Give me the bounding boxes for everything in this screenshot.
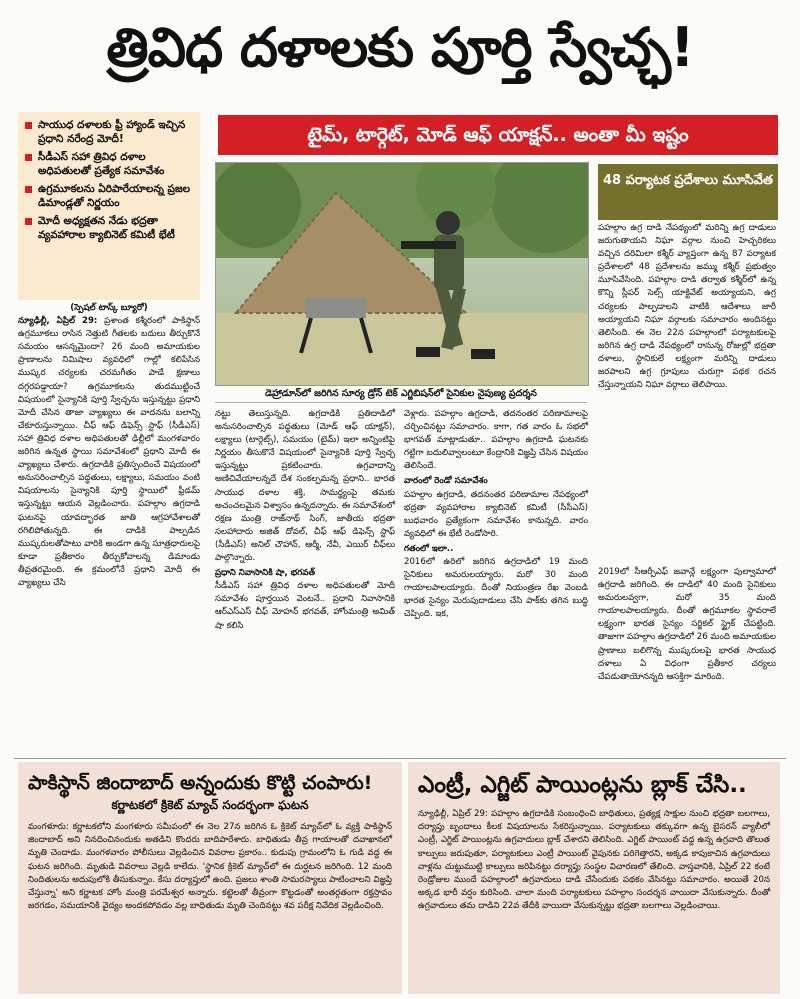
bureau-line: (స్పెషల్ టాస్క్ బ్యూరో) [70,303,148,313]
dateline: న్యూఢిల్లీ, ఏప్రిల్ 29: [18,316,98,327]
story-headline: పాకిస్థాన్ జిందాబాద్ అన్నందుకు కొట్టి చంపారు! [28,772,373,794]
red-square-bullet-icon [25,122,32,129]
subheading: ప్రధాని నివాసానికి షా, భగవత్ [215,568,316,579]
story-subheadline: కర్ణాటకలో క్రికెట్ మ్యాచ్ సందర్భంగా ఘటన [111,798,309,812]
article-text: సీడీఎస్ సహా త్రివిధ దళాల అధిపతులతో మోదీ సమావేశం పూర్తయిన వెంటనే.. ప్రధాని నివాసానికి ఆర్ఎస్ఎస్ చీఫ్ మోహన్ భగవత్, హోంమంత్రి అమిత్ షా కలిసి [215,581,395,631]
article-text: వెళ్లారు. పహల్గాం ఉగ్రదాడి, తదనంతర పరిణామాలపై చర్చించినట్టు సమాచారం. కాగా, గత వారం ఓ సభలో భాగవత్ మాట్లాడుతూ.. పహల్గాం ఉగ్రదాడి ఘటనకు గట్టిగా బదులివ్వాలంటూ కేంద్రానికి విజ్ఞప్తి చేసిన విషయం తెలిసిందే. [404,409,588,472]
subheading: గతంలో ఇలా.. [404,543,454,554]
red-square-bullet-icon [25,218,32,225]
section-divider [14,758,786,759]
article-column-2 [215,408,395,754]
article-text: పహల్గాం ఉగ్రదాడి, తదనంతర పరిణామాల నేపథ్యంలో భద్రతా వ్యవహారాల క్యాబినెట్ కమిటీ (సీసీఎస్) బుధవారం ప్రత్యేకంగా సమావేశం కానున్నది. వారం వ్యవధిలో ఈ భేటీ రెండోసారి. [404,489,588,539]
highlight-text: సీడీఎస్ సహా త్రివిధ దళాల అధిపతులతో ప్రత్యేక సమావేశం [38,151,165,177]
sidebar-heading-box: 48 పర్యాటక ప్రదేశాలు మూసివేత [598,164,778,220]
highlight-text: మోదీ అధ్యక్షతన నేడు భద్రతా వ్యవహారాల క్యాబినెట్ కమిటీ భేటీ [38,215,175,241]
bottom-left-story [18,762,402,994]
sidebar-article: పహల్గాం ఉగ్ర దాడి నేపథ్యంలో మరిన్ని ఉగ్ర దాడులు జరుగుతాయని నిఘా వర్గాల నుంచి హెచ్చరికలు వచ్చిన దరిమిలా కశ్మీర్ వ్యాప్తంగా ఉన్న 87 పర్యాటక ప్రదేశాలలో 48 ప్రదేశాలను జమ్ము కశ్మీర్ ప్రభుత్వం మూసివేసింది. పహల్గాం దాడి తర్వాత కశ్మీర్‌లో ఉన్న కొన్ని స్లీపర్ సెల్స్ యాక్టివేట్ అయ్యాయని, ఉగ్ర చర్యలకు పాల్పడాలని వాటికి ఆదేశాలు జారీ అయ్యాయని నిఘా వర్గాలకు సమాచారం అందినట్టు తెలిసింది. ఈ నెల 22న పహల్గాంలో పర్యాటకులపై జరిగిన ఉగ్ర దాడి నేపథ్యంలో రానున్న రోజుల్లో భద్రతా దళాలు, స్థానికులే లక్ష్యంగా మరిన్ని దాడులు జరపాలని ఉగ్ర గ్రూపులు చురుగ్గా పథక రచన చేస్తున్నాయని నిఘా వర్గాలు తెలిపాయి. [598,223,776,391]
subheading: వారంలో రెండో సమావేశం [404,476,488,487]
article-text: నట్టు తెలుస్తున్నది. ఉగ్రదాడికి ప్రతిదాడిలో అనుసరించాల్సిన పద్ధతులు (మోడ్ ఆఫ్ యాక్షన్), లక్ష్యాలు (టార్గెట్స్), సమయం (టైమ్) ఇలా అన్నింటిపై నిర్ణయం తీసుకొనే విషయంలో సైన్యానికి పూర్తి స్వేచ్ఛ ఇస్తున్నట్టు ప్రకటించారు. ఉగ్రవాదాన్ని అణిచివేయాలన్నదే దేశ సంకల్పమన్న ప్రధాని.. భారత సాయుధ దళాల శక్తి, సామర్థ్యంపై తమకు అచంచలమైన విశ్వాసం ఉన్నదన్నారు. ఈ సమావేశంలో రక్షణ మంత్రి రాజ్‌నాథ్ సింగ్, జాతీయ భద్రతా సలహాదారు అజిత్ దోవల్, చీఫ్ ఆఫ్ డిఫెన్స్ స్టాఫ్ (సీడీఎస్) అనిల్ చౌహాన్, ఆర్మీ, నేవీ, ఎయిర్ చీఫ్‌లు పాల్గొన్నారు. [215,409,395,564]
highlight-item [25,182,193,210]
article-column-5: 2019లో సీఆర్పీఎఫ్ జవాన్లే లక్ష్యంగా పుల్వామాలో ఉగ్రదాడి జరిగింది. ఈ దాడిలో 40 మంది సైనికులు అమరులవ్వగా, మరో 35 మంది గాయాలపాలయ్యారు. దీంతో ఉగ్రమూకల స్థావరాలే లక్ష్యంగా భారత సైన్యం సర్జికల్ స్ట్రైక్ చేపట్టింది. తాజాగా పహల్గాం ఉగ్రదాడిలో 26 మంది అమాయకుల ప్రాణాలు బలిగొన్న ముష్కరులపై భారత సాయుధ దళాలు ఏ విధంగా ప్రతీకార చర్యలు చేపడుతాయోనన్నది ఆసక్తిగా మారింది. [598,567,776,682]
red-square-bullet-icon [25,154,32,161]
story-text: మంగళూరు: కర్ణాటకలోని మంగళూరు సమీపంలో ఈ నెల 27న జరిగిన ఓ క్రికెట్ మ్యాచ్‌లో ఓ వ్యక్తి పాకిస్థాన్ జిందాబాద్ అని నినదించినందుకు అతడిని కొందరు బాదిపారేశారు. బాధితుడు తీవ్ర గాయాలతో దవాఖానలో మృతి చెందాడు. మంగళవారం పోలీసులు వెల్లడించిన వివరాల ప్రకారం.. కుడుపు గ్రామంలోని ఓ గుడి వద్ద ఈ ఘటన జరిగింది. మృతుడి వివరాలు వెల్లడి కాలేదు. 'స్థానిక క్రికెట్ మ్యాచ్‌లో ఈ దుర్ఘటన జరిగింది. 12 మంది నిందితులను అదుపులోకి తీసుకున్నాం. కేసు దర్యాప్తులో ఉంది. ప్రజలు శాంతి సామరస్యాలు పాటించాలని విజ్ఞప్తి చేస్తున్నా' అని కర్ణాటక హోం మంత్రి పరమేశ్వర అన్నారు. కట్టెలతో తీవ్రంగా కొట్టడంతో అంతర్గతంగా రక్తస్రావం జరగడం, సమయానికి వైద్యం అందకపోవడం వల్ల బాధితుడు మృతి చెందినట్టు శవ పరీక్ష నివేదిక వెల్లడించింది. [28,822,392,912]
page-headline: త్రివిధ దళాలకు పూర్తి స్వేచ్ఛ! [106,16,694,79]
highlight-text: ఉగ్రమూకలను ఏరిపారేయాలన్న ప్రజల డిమాండ్లతో నిర్ణయం [38,183,191,209]
red-square-bullet-icon [25,186,32,193]
highlight-text: సాయుధ దళాలకు ఫ్రీ హ్యాండ్ ఇచ్చిన ప్రధాని నరేంద్ర మోదీ! [38,119,186,145]
photo-caption: డెహ్రాడూన్‌లో జరిగిన సూర్య డ్రోన్ టెక్ ఎగ్జిబిషన్‌లో సైనికుల నైపుణ్య ప్రదర్శన [215,386,587,403]
highlight-item [25,118,193,146]
soldier-photo-illustration [216,163,588,385]
story-headline: ఎంట్రీ, ఎగ్జిట్ పాయింట్లను బ్లాక్ చేసి.. [418,772,747,798]
highlight-item [25,214,193,242]
highlight-item [25,150,193,178]
news-photo [215,162,589,386]
bottom-right-story [408,762,780,994]
article-column-3 [404,408,588,754]
subheadline-bar: టైమ్, టార్గెట్, మోడ్ ఆఫ్ యాక్షన్.. అంతా మీ ఇష్టం [218,115,778,155]
article-column-1 [18,302,200,752]
highlights-box [18,112,200,300]
article-text: 2016లో ఉరిలో జరిగిన ఉగ్రదాడిలో 19 మంది సైనికులు అమరులయ్యారు. మరో 30 మంది గాయాలపాలయ్యారు. దీంతో నియంత్రణ రేఖ వెంబడి భారత సైన్యం మెరుపుదాడులు చేసి పాక్‌కు తగిన బుద్ధి చెప్పింది. ఇక, [404,557,588,620]
story-text: న్యూఢిల్లీ, ఏప్రిల్ 29: పహల్గాం ఉగ్రదాడికి సంబంధించి బాధితులు, ప్రత్యక్ష సాక్షుల నుంచి భద్రతా బలగాలు, దర్యాప్తు బృందాలు కీలక విషయాలను సేకరిస్తున్నాయి. పర్యాటకులు తక్కువగా ఉన్న బైసరన్ వ్యాలీలో ఎంట్రీ, ఎగ్జిట్ పాయింట్లను ఉగ్రవాదులు బ్లాక్ చేశారని తెలిసింది. ఎగ్జిట్ పాయింట్ వద్ద ఉన్న ఉగ్రవాది తొలుత కాల్పులు జరుపుతూ, పర్యాటకులు ఎంట్రీ పాయింట్ వైపునకు పరిగెత్తారని, అక్కడ కాపుకాచిన ఉగ్రవాదులు వాళ్లను చుట్టుముట్టి కాల్పులు జరిపినట్టు దర్యాప్తు సంస్థల విచారణలో తేలింది. వాస్తవానికి, ఏప్రిల్ 22 కంటే రెండ్రోజుల ముందే పహల్గాంలో ఉగ్రవాదులు దాడి చేసేందుకు పథకం వేసినట్టు సమాచారం. అయితే 20న అక్కడ భారీ వర్షం కురిసింది. చాలా మంది పర్యాటకులు పహల్గాం సందర్శన వాయిదా వేసుకున్నారు. దీంతో ఉగ్రవాదులు తమ దాడిని 22వ తేదీకి వాయిదా వేసుకున్నట్టు భద్రతా బలగాలు వెల్లడించాయి. [418,809,770,912]
article-text: ప్రశాంత కశ్మీరంలో పాకిస్థాన్ ఉగ్రమూకలు రాసిన నెత్తుటి గీతలకు బదులు తీర్చుకొనే సమయం ఆసన్నమైందా? 26 మంది అమాయకుల ప్రాణాలను నిమిషాల వ్యవధిలో గాల్లో కలిపేసిన ముష్కర చర్యలకు చరమగీతం పాడే క్షణాలు దగ్గరపడ్డాయా? ఉగ్రమూకలను తుదముట్టించే విషయంలో సైన్యానికి పూర్తి స్వేచ్ఛను ఇస్తున్నట్టు ప్రధాని మోదీ చేసిన తాజా వ్యాఖ్యలు ఈ వాదనను బలాన్ని చేకూరుస్తున్నాయి. చీఫ్ ఆఫ్ డిఫెన్స్ స్టాఫ్ (సీడీఎస్) సహా త్రివిధ దళాల అధిపతులతో ఢిల్లీలో మంగళవారం జరిగిన ఉన్నత స్థాయి సమావేశంలో ప్రధాని మోదీ ఈ వ్యాఖ్యలు చేశారు. ఉగ్రదాడికి ప్రతిస్పందించే విషయంలో అనుసరించాల్సిన పద్ధతులు, లక్ష్యాలు, సమయం వంటి విషయాలను సైన్యానికి పూర్తి స్థాయిలో ఫ్రీడమ్ ఇస్తున్నట్టు ఆయన వెల్లడించారు. పహల్గాం ఉగ్రదాడి ఘటనపై యావద్భారత జాతి ఆగ్రహావేశాలతో రగిలిపోతున్నది. ఈ దాడికి పాల్పడిన ముష్కరులతోపాటు వారికి అండగా ఉన్న సూత్రధారులపై కూడా ప్రతీకారం తీర్చుకోవాలన్న డిమాండు తీవ్రతరమైంది. ఈ క్రమంలోనే ప్రధాని మోదీ ఈ వ్యాఖ్యలు చేసి [18,316,201,588]
